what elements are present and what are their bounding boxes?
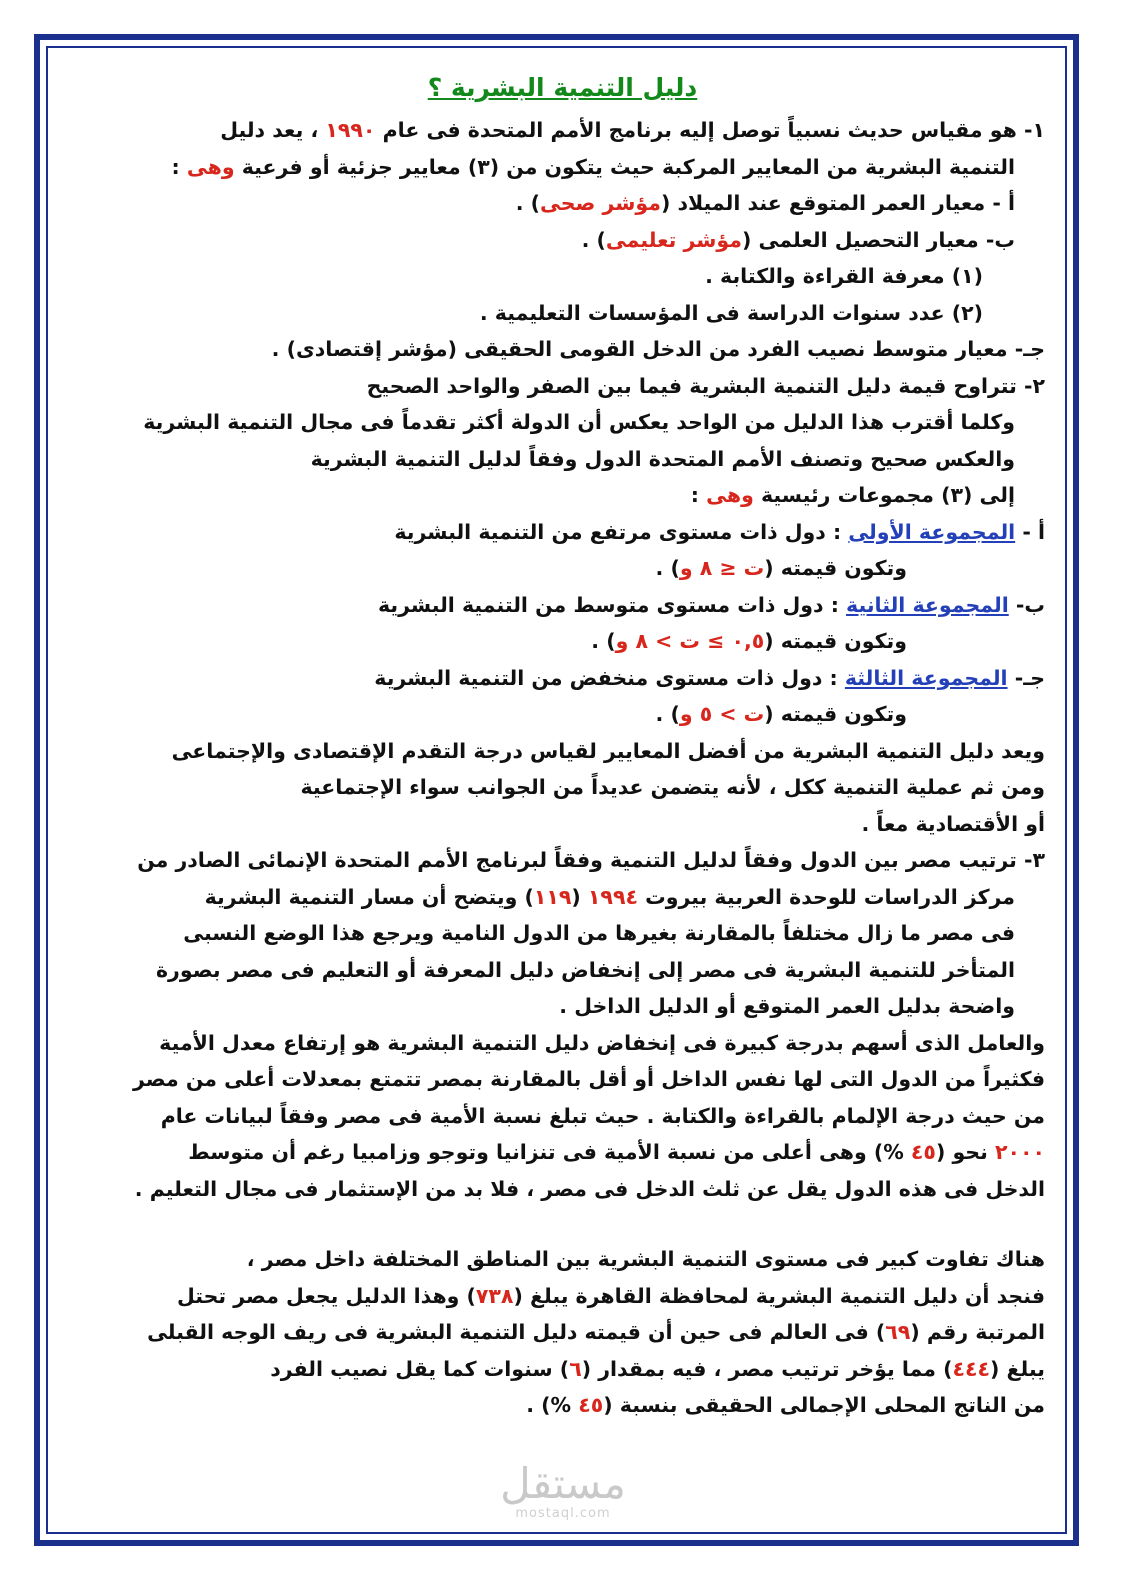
group-3: جـ- المجموعة الثالثة : دول ذات مستوى منخفض من التنمية البشرية [374, 665, 1045, 690]
p1-line-1: ويعد دليل التنمية البشرية من أفضل المعايير لقياس درجة التقدم الإقتصادى والإجتماعى [171, 738, 1045, 763]
group-3-value: وتكون قيمته (ت > ٥ و) . [655, 702, 907, 726]
document-page [80, 68, 1045, 1488]
group-1-name: المجموعة الأولى [848, 519, 1016, 544]
s1-item-b1: (١) معرفة القراءة والكتابة . [705, 264, 983, 288]
s2-line-1: ٢- تتراوح قيمة دليل التنمية البشرية فيما بين الصفر والواحد الصحيح [366, 373, 1045, 398]
p1-line-3: أو الأقتصادية معاً . [861, 811, 1045, 836]
p2-line-3: من حيث درجة الإلمام بالقراءة والكتابة . حيث تبلغ نسبة الأمية فى مصر وفقاً لبيانات عام [160, 1103, 1045, 1128]
p3-line-1: هناك تفاوت كبير فى مستوى التنمية البشرية بين المناطق المختلفة داخل مصر ، [246, 1247, 1045, 1271]
p3-line-3: المرتبة رقم (٦٩) فى العالم فى حين أن قيمته دليل التنمية البشرية فى ريف الوجه القبلى [147, 1320, 1045, 1344]
group-1: أ - المجموعة الأولى : دول ذات مستوى مرتفع من التنمية البشرية [394, 519, 1045, 544]
page-title: دليل التنمية البشرية ؟ [427, 73, 698, 102]
s1-item-c: جـ- معيار متوسط نصيب الفرد من الدخل القومى الحقيقى (مؤشر إقتصادى) . [271, 337, 1045, 361]
s2-line-3: والعكس صحيح وتصنف الأمم المتحدة الدول وفقاً لدليل التنمية البشرية [310, 446, 1015, 471]
s2-line-2: وكلما أقترب هذا الدليل من الواحد يعكس أن الدولة أكثر تقدماً فى مجال التنمية البشرية [143, 410, 1015, 434]
p2-line-5: الدخل فى هذه الدول يقل عن ثلث الدخل فى مصر ، فلا بد من الإستثمار فى مجال التعليم . [134, 1176, 1045, 1201]
s3-line-2: مركز الدراسات للوحدة العربية بيروت ١٩٩٤ (١١٩) ويتضح أن مسار التنمية البشرية [204, 884, 1015, 909]
spacer [80, 1207, 1045, 1241]
group-1-value: وتكون قيمته (ت ≤ ٨ و) . [655, 556, 907, 580]
group-2: ب- المجموعة الثانية : دول ذات مستوى متوسط من التنمية البشرية [377, 592, 1045, 617]
p2-line-1: والعامل الذى أسهم بدرجة كبيرة فى إنخفاض دليل التنمية البشرية هو إرتفاع معدل الأمية [159, 1030, 1045, 1055]
group-2-value: وتكون قيمته (٠,٥ ≥ ت > ٨ و) . [591, 629, 907, 653]
p2-line-2: فكثيراً من الدول التى لها نفس الداخل أو أقل بالمقارنة بمصر تتمتع بمعدلات أعلى من مصر [133, 1067, 1045, 1091]
paragraph-2 [80, 1025, 1045, 1208]
group-2-name: المجموعة الثانية [846, 592, 1009, 617]
p3-line-5: من الناتج المحلى الإجمالى الحقيقى بنسبة (٤٥ %) . [526, 1393, 1045, 1417]
s3-line-3: فى مصر ما زال مختلفاً بالمقارنة بغيرها من الدول النامية ويرجع هذا الوضع النسبى [183, 921, 1015, 945]
p3-line-2: فنجد أن دليل التنمية البشرية لمحافظة القاهرة يبلغ (٧٣٨) وهذا الدليل يجعل مصر تحتل [176, 1283, 1045, 1308]
s2-line-4: إلى (٣) مجموعات رئيسية وهى : [690, 483, 1015, 507]
s3-line-4: المتأخر للتنمية البشرية فى مصر إلى إنخفاض دليل المعرفة أو التعليم فى مصر بصورة [155, 957, 1015, 982]
section-2 [80, 368, 1045, 733]
s1-line-2: التنمية البشرية من المعايير المركبة حيث يتكون من (٣) معايير جزئية أو فرعية وهى : [171, 154, 1015, 179]
p2-line-4: ٢٠٠٠ نحو (٤٥ %) وهى أعلى من نسبة الأمية فى تنزانيا وتوجو وزامبيا رغم أن متوسط [188, 1140, 1045, 1164]
group-3-name: المجموعة الثالثة [844, 665, 1008, 690]
year-1990: ١٩٩٠ [325, 118, 376, 142]
section-1 [80, 112, 1045, 368]
p3-line-4: يبلغ (٤٤٤) مما يؤخر ترتيب مصر ، فيه بمقدار (٦) سنوات كما يقل نصيب الفرد [270, 1356, 1045, 1381]
watermark-site: mostaql.com [515, 1506, 611, 1521]
s1-item-a: أ - معيار العمر المتوقع عند الميلاد (مؤشر صحى) . [515, 191, 1015, 215]
p1-line-2: ومن ثم عملية التنمية ككل ، لأنه يتضمن عديداً من الجوانب سواء الإجتماعية [300, 775, 1045, 799]
s1-line-1: ١- هو مقياس حديث نسبياً توصل إليه برنامج الأمم المتحدة فى عام ١٩٩٠ ، يعد دليل [220, 118, 1045, 142]
s1-item-b2: (٢) عدد سنوات الدراسة فى المؤسسات التعليمية . [479, 300, 983, 325]
s3-line-1: ٣- ترتيب مصر بين الدول وفقاً لدليل التنمية وفقاً لبرنامج الأمم المتحدة الإنمائى الصادر من [137, 848, 1045, 872]
watermark-logo: مستقل [500, 1459, 626, 1508]
paragraph-3 [80, 1241, 1045, 1424]
s3-line-5: واضحة بدليل العمر المتوقع أو الدليل الداخل . [559, 994, 1015, 1018]
section-3 [80, 842, 1045, 1025]
paragraph-1 [80, 733, 1045, 843]
s1-item-b: ب- معيار التحصيل العلمى (مؤشر تعليمى) . [581, 227, 1015, 252]
